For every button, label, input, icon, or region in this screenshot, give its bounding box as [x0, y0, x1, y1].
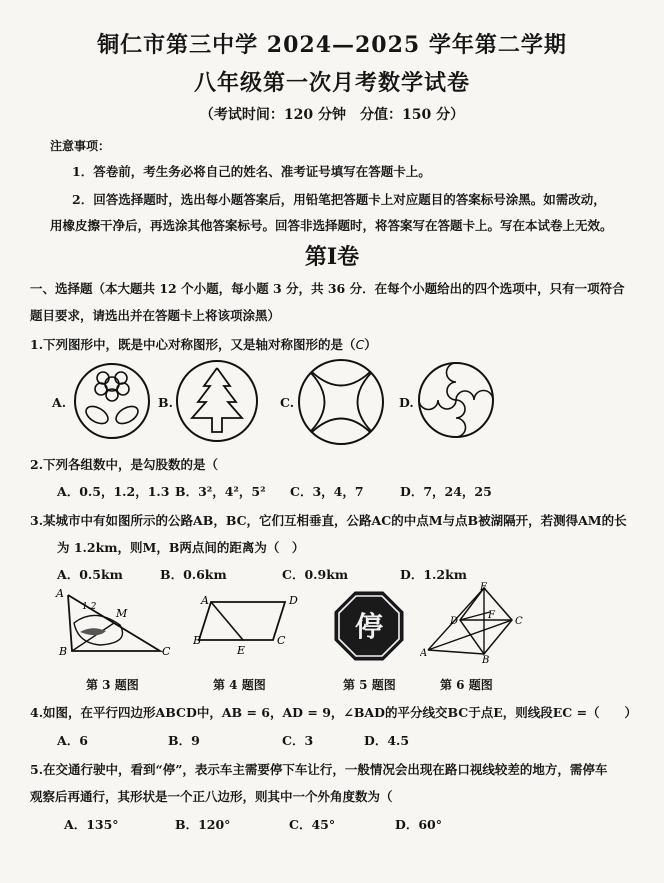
q1-figure-c-arcs	[296, 357, 386, 447]
q2-option-a: A．0.5，1.2，1.3	[57, 484, 170, 499]
fig3-label-a: A	[56, 587, 64, 600]
q1-label-d: D.	[399, 395, 414, 410]
note-item-2-line2: 用橡皮擦干净后，再选涂其他答案标号。回答非选择题时，将答案写在答题卡上。写在本试卷上无效。	[50, 218, 613, 233]
exam-title-line1: 铜仁市第三中学 2024—2025 学年第二学期	[97, 32, 567, 58]
section1-line2: 题目要求，请选出并在答题卡上将该项涂黑）	[30, 308, 281, 323]
q3-stem-line1: 3.某城市中有如图所示的公路AB，BC，它们互相垂直，公路AC的中点M与点B被湖隔开，若测得AM的长	[30, 513, 627, 528]
fig6-caption: 第 6 题图	[440, 678, 493, 692]
fig6-geometry	[420, 582, 525, 664]
fig4-label-c: C	[277, 634, 286, 647]
fig4-label-d: D	[289, 594, 298, 607]
note-item-2-line1: 2．回答选择题时，选出每小题答案后，用铅笔把答题卡上对应题目的答案标号涂黑。如需改动，	[72, 192, 606, 207]
fig3-label-c: C	[162, 645, 171, 658]
q5-option-a: A．135°	[64, 817, 119, 832]
fig4-caption: 第 4 题图	[213, 678, 266, 692]
q3-stem-line2: 为 1.2km，则M，B两点间的距离为（ ）	[57, 540, 305, 555]
q1-label-a: A.	[52, 395, 67, 410]
fig6-label-f: F	[488, 610, 495, 621]
q1-label-c: C.	[280, 395, 295, 410]
fig4-label-b: B	[193, 634, 202, 647]
note-item-1: 1．答卷前，考生务必将自己的姓名、准考证号填写在答题卡上。	[72, 164, 431, 179]
fig3-label-m: M	[116, 607, 128, 620]
q4-stem: 4.如图，在平行四边形ABCD中，AB = 6，AD = 9，∠BAD的平分线交BC于点E，则线段EC =（ ）	[30, 705, 638, 720]
q2-stem: 2.下列各组数中，是勾股数的是（	[30, 457, 219, 472]
q1-figure-d-pinwheel	[416, 359, 496, 441]
fig3-caption: 第 3 题图	[86, 678, 139, 692]
exam-title-line2: 八年级第一次月考数学试卷	[193, 70, 470, 96]
q3-option-a: A．0.5km	[57, 567, 123, 582]
q2-option-b: B．3²，4²，5²	[175, 484, 266, 499]
fig6-label-a: A	[420, 648, 428, 659]
fig3-right-triangle	[50, 585, 180, 660]
fig4-label-e: E	[237, 644, 246, 657]
q1-figure-b-tree	[174, 358, 260, 444]
q1-handwritten-answer: C	[355, 337, 365, 352]
fig5-stop-sign	[333, 590, 405, 662]
fig5-caption: 第 5 题图	[343, 678, 396, 692]
q5-stem-line2: 观察后再通行，其形状是一个正八边形，则其中一个外角度数为（	[30, 789, 393, 804]
fig6-label-e: E	[480, 582, 488, 593]
fig6-label-c: C	[515, 616, 523, 627]
q2-option-d: D．7，24，25	[400, 484, 492, 499]
q4-option-d: D．4.5	[364, 733, 410, 748]
q3-option-d: D．1.2km	[400, 567, 467, 582]
q4-option-a: A．6	[57, 733, 88, 748]
fig5-sign-text: 停	[354, 610, 384, 643]
fig3-label-len: 1.2	[82, 602, 97, 612]
section1-line1: 一、选择题（本大题共 12 个小题，每小题 3 分，共 36 分．在每个小题给出的四个选项中，只有一项符合	[30, 281, 625, 296]
q4-option-c: C．3	[282, 733, 314, 748]
part-title: 第I卷	[304, 244, 360, 270]
fig6-label-d: D	[450, 616, 459, 627]
q3-option-c: C．0.9km	[282, 567, 349, 582]
exam-info: （考试时间：120 分钟 分值：150 分）	[199, 107, 465, 123]
fig3-label-b: B	[59, 645, 68, 658]
notes-heading: 注意事项：	[50, 139, 111, 153]
q5-option-d: D．60°	[395, 817, 442, 832]
q5-option-b: B．120°	[175, 817, 231, 832]
q4-option-b: B．9	[168, 733, 200, 748]
fig4-label-a: A	[201, 594, 209, 607]
fig6-label-b: B	[482, 655, 490, 664]
fig4-parallelogram	[193, 590, 308, 660]
q1-stem-text: 1.下列图形中，既是中心对称图形，又是轴对称图形的是（	[30, 337, 356, 352]
q3-option-b: B．0.6km	[160, 567, 227, 582]
q1-figure-a-flower	[72, 360, 152, 442]
q2-option-c: C．3，4，7	[290, 484, 364, 499]
q1-stem-close: ）	[364, 337, 377, 352]
q5-stem-line1: 5.在交通行驶中，看到“停”，表示车主需要停下车让行，一般情况会出现在路口视线较差的地方，需停车	[30, 762, 608, 777]
q1-stem	[30, 335, 377, 353]
q1-label-b: B.	[158, 395, 173, 410]
q5-option-c: C．45°	[289, 817, 336, 832]
